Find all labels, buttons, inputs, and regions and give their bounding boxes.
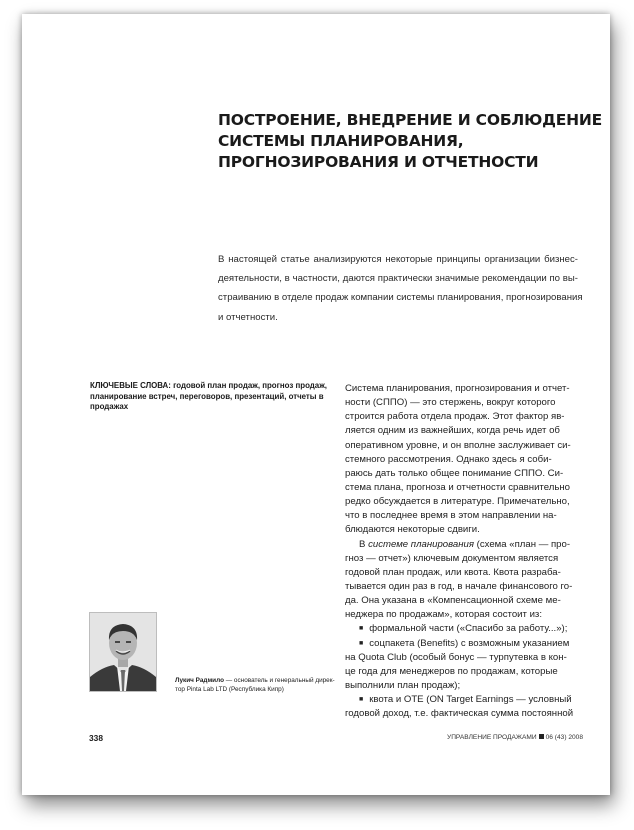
body-line: годовой план продаж, или квота. Квота разраба- [345, 566, 561, 578]
body-line: раюсь дать только общее понимание СППО. Си- [345, 467, 564, 479]
body-line: строится работа отдела продаж. Этот фактор яв- [345, 411, 565, 423]
title-line: СИСТЕМЫ ПЛАНИРОВАНИЯ, [218, 132, 464, 150]
journal-page [22, 14, 610, 795]
italic-term: системе планирования [368, 538, 474, 550]
body-line: ляется одним из важнейших, когда речь идет об [345, 425, 560, 437]
body-line: выполнили план продаж); [345, 679, 461, 691]
paragraph-start [345, 538, 575, 552]
bullet-item: ■ соцпакета (Benefits) с возможным указанием [345, 637, 575, 651]
title-line: ПРОГНОЗИРОВАНИЯ И ОТЧЕТНОСТИ [218, 153, 539, 171]
body-line: Система планирования, прогнозирования и отчет- [345, 383, 570, 394]
body-line: гноз — отчет») ключевым документом является [345, 552, 559, 564]
author-name: Лукич Радмило [175, 677, 224, 684]
body-line: блюдаются некоторые сдвиги. [345, 524, 480, 536]
keywords-line: КЛЮЧЕВЫЕ СЛОВА: годовой план продаж, прогноз продаж, [90, 381, 327, 390]
body-line: на Quota Club (особый бонус — турпутевка в кон- [345, 651, 567, 663]
body-line: тывается один раз в год, в начале финансового го- [345, 580, 573, 592]
article-abstract [218, 250, 583, 327]
body-line: неджера по продажам», которая состоит из: [345, 609, 542, 621]
abstract-line: страиванию в отделе продаж компании системы планирования, прогнозирования [218, 292, 583, 304]
body-line: ности (СППО) — это стержень, вокруг которого [345, 397, 556, 409]
body-line: редко обсуждается в литературе. Примечательно, [345, 496, 570, 508]
article-body [345, 382, 575, 721]
square-separator-icon [539, 734, 544, 739]
keywords-block [90, 381, 334, 413]
body-line: годовой доход, т.е. фактическая сумма постоянной [345, 708, 574, 720]
bullet-item: ■ квота и OTE (ON Target Earnings — условный [345, 693, 575, 707]
journal-footer [447, 734, 583, 741]
author-description: тор Pinta Lab LTD (Республика Кипр) [175, 686, 284, 693]
body-line: це года для менеджеров по продажам, которые [345, 665, 558, 677]
body-text: (схема «план — про- [474, 538, 571, 550]
body-text: В [359, 538, 369, 550]
title-line: ПОСТРОЕНИЕ, ВНЕДРЕНИЕ И СОБЛЮДЕНИЕ [218, 111, 603, 129]
page-number: 338 [89, 733, 103, 743]
article-title [218, 110, 603, 173]
abstract-line: В настоящей статье анализируются некоторые принципы организации бизнес- [218, 254, 578, 265]
keywords-line: планирование встреч, переговоров, презентаций, отчеты в [90, 391, 324, 401]
author-portrait-icon [90, 613, 156, 691]
body-line: оперативном уровне, и он вполне заслуживает си- [345, 439, 571, 451]
bullet-item: ■ формальной части («Спасибо за работу...»); [345, 622, 575, 636]
keywords-line: продажах [90, 402, 129, 412]
body-line: стема плана, прогноза и отчетности сравнительно [345, 481, 570, 493]
journal-name: УПРАВЛЕНИЕ ПРОДАЖАМИ [447, 734, 537, 741]
author-description: — основатель и генеральный дирек- [223, 677, 335, 684]
body-line: стемного рассмотрения. Однако здесь я соби- [345, 453, 552, 465]
abstract-line: и отчетности. [218, 311, 278, 323]
body-line: что в последнее время в этом направлении на- [345, 510, 557, 522]
author-caption [175, 676, 355, 694]
abstract-line: деятельности, в частности, даются практически значимые рекомендации по вы- [218, 273, 578, 285]
issue-number: 06 (43) 2008 [545, 734, 584, 741]
author-photo [89, 612, 157, 692]
body-line: да. Она указана в «Компенсационной схеме ме- [345, 595, 561, 607]
